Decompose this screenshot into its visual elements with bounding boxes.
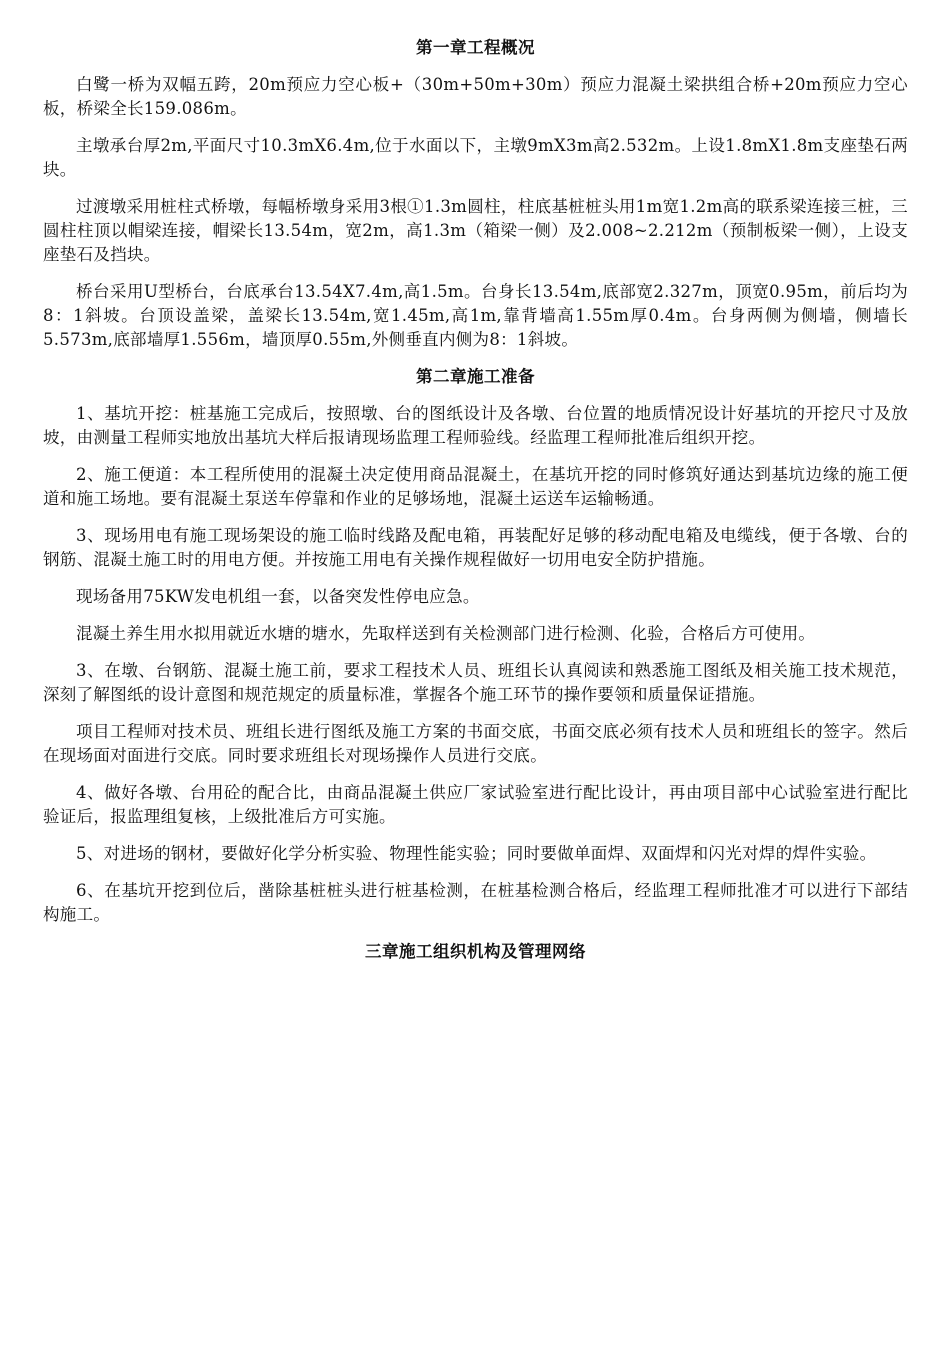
chapter-2-paragraph: 6、在基坑开挖到位后，凿除基桩桩头进行桩基检测，在桩基检测合格后，经监理工程师批准才可以进行下部结构施工。 [43, 881, 908, 924]
chapter-1-paragraph: 桥台采用U型桥台，台底承台13.54X7.4m,高1.5m。台身长13.54m,底部宽2.327m，顶宽0.95m，前后均为8：1斜坡。台顶设盖梁，盖梁长13.54m,宽1.45m,高1m,靠背墙高1.55m厚0.4m。台身两侧为侧墙，侧墙长5.573m,底部墙厚1.556m，墙顶厚0.55m,外侧垂直内侧为8：1斜坡。 [43, 282, 908, 349]
chapter-2-paragraph: 2、施工便道：本工程所使用的混凝土决定使用商品混凝土，在基坑开挖的同时修筑好通达到基坑边缘的施工便道和施工场地。要有混凝土泵送车停靠和作业的足够场地，混凝土运送车运输畅通。 [43, 465, 908, 508]
chapter-3-title: 三章施工组织机构及管理网络 [365, 942, 586, 961]
chapter-1-paragraph: 主墩承台厚2m,平面尺寸10.3mX6.4m,位于水面以下，主墩9mX3m高2.532m。上设1.8mX1.8m支座垫石两块。 [43, 136, 908, 179]
chapter-2-paragraph: 4、做好各墩、台用砼的配合比，由商品混凝土供应厂家试验室进行配比设计，再由项目部中心试验室进行配比验证后，报监理组复核，上级批准后方可实施。 [43, 783, 908, 826]
chapter-2-paragraph: 5、对进场的钢材，要做好化学分析实验、物理性能实验；同时要做单面焊、双面焊和闪光对焊的焊件实验。 [76, 844, 877, 863]
chapter-2-paragraph: 3、现场用电有施工现场架设的施工临时线路及配电箱，再装配好足够的移动配电箱及电缆线，便于各墩、台的钢筋、混凝土施工时的用电方便。并按施工用电有关操作规程做好一切用电安全防护措施。 [43, 526, 908, 569]
chapter-1-title: 第一章工程概况 [416, 38, 535, 57]
chapter-2-paragraph: 1、基坑开挖：桩基施工完成后，按照墩、台的图纸设计及各墩、台位置的地质情况设计好基坑的开挖尺寸及放坡，由测量工程师实地放出基坑大样后报请现场监理工程师验线。经监理工程师批准后组织开挖。 [43, 404, 908, 447]
chapter-1-paragraph: 白鹭一桥为双幅五跨，20m预应力空心板+（30m+50m+30m）预应力混凝土梁拱组合桥+20m预应力空心板，桥梁全长159.086m。 [43, 75, 908, 118]
document-page [43, 36, 908, 977]
chapter-2-paragraph: 项目工程师对技术员、班组长进行图纸及施工方案的书面交底，书面交底必须有技术人员和班组长的签字。然后在现场面对面进行交底。同时要求班组长对现场操作人员进行交底。 [43, 722, 908, 765]
chapter-2-paragraph: 现场备用75KW发电机组一套，以备突发性停电应急。 [76, 587, 480, 606]
chapter-2-paragraph: 混凝土养生用水拟用就近水塘的塘水，先取样送到有关检测部门进行检测、化验，合格后方可使用。 [76, 624, 816, 643]
chapter-1-paragraph: 过渡墩采用桩柱式桥墩，每幅桥墩身采用3根①1.3m圆柱，柱底基桩桩头用1m宽1.2m高的联系梁连接三桩，三圆柱柱顶以帽梁连接，帽梁长13.54m，宽2m，高1.3m（箱梁一侧）及2.008~2.212m（预制板梁一侧），上设支座垫石及挡块。 [43, 197, 908, 264]
chapter-2-paragraph: 3、在墩、台钢筋、混凝土施工前，要求工程技术人员、班组长认真阅读和熟悉施工图纸及相关施工技术规范，深刻了解图纸的设计意图和规范规定的质量标准，掌握各个施工环节的操作要领和质量保证措施。 [43, 661, 908, 704]
chapter-2-title: 第二章施工准备 [416, 367, 535, 386]
